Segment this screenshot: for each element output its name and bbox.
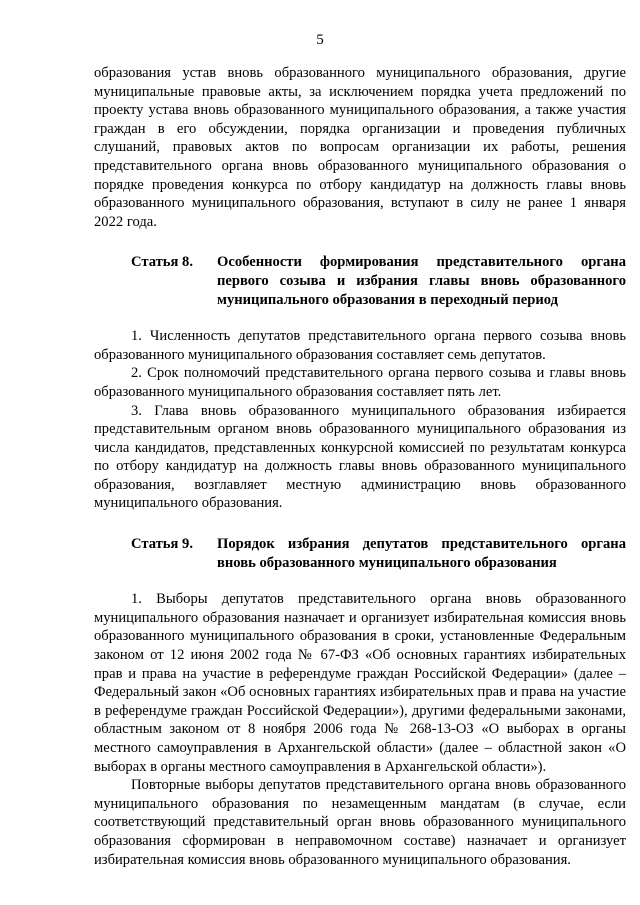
article-8-heading [94,253,626,309]
intro-paragraph: образования устав вновь образованного муниципального образования, другие муниципальные правовые акты, за исключением порядка учета предложений по проекту устава вновь образованного муниципального образования, а также участия граждан в его обсуждении, порядка организации и проведения публичных слушаний, правовых актов по вопросам организации их работы, решения представительного органа вновь образованного муниципального образования о порядке проведения конкурса по отбору кандидатур на должность главы вновь образованного муниципального образования, вступают в силу не ранее 1 января 2022 года. [94,65,626,230]
article-8-number: Статья 8. [131,254,193,271]
article-9-paragraph-1: 1. Выборы депутатов представительного органа вновь образованного муниципального образования назначает и организует избирательная комиссия вновь образованного муниципального образования в сроки, установленные Федеральным законом от 12 июня 2002 года № 67-ФЗ «Об основных гарантиях избирательных прав и права на участие в референдуме граждан Российской Федерации» (далее – Федеральный закон «Об основных гарантиях избирательных прав и права на участие в референдуме граждан Российской Федерации»), другими федеральными законами, областным законом от 8 ноября 2006 года № 268-13-ОЗ «О выборах в органы местного самоуправления в Архангельской области» (далее – областной закон «О выборах в органы местного самоуправления в Архангельской области»). [94,591,626,775]
article-8-title: Особенности формирования представительного органа первого созыва и избрания главы вновь образованного муниципального образования в переходный период [217,254,626,308]
article-8-paragraph-3: 3. Глава вновь образованного муниципального образования избирается представительным органом вновь образованного муниципального образования из числа кандидатов, представленных конкурсной комиссией по результатам конкурса по отбору кандидатур на должность главы вновь образованного муниципального образования, возглавляет местную администрацию вновь образованного муниципального образования. [94,402,626,512]
page-number: 5 [316,32,324,48]
article-8-paragraph-1: 1. Численность депутатов представительного органа первого созыва вновь образованного муниципального образования составляет семь депутатов. [94,328,626,363]
article-9-heading [94,535,626,572]
article-9-title: Порядок избрания депутатов представительного органа вновь образованного муниципального образования [217,536,626,571]
article-9-paragraph-2: Повторные выборы депутатов представительного органа вновь образованного муниципального образования по незамещенным мандатам (в случае, если соответствующий представительный орган вновь образованного муниципального образования сформирован в неправомочном составе) назначает и организует избирательная комиссия вновь образованного муниципального образования. [94,777,626,868]
document-body [94,64,626,869]
article-9-number: Статья 9. [131,536,193,553]
article-8-paragraph-2: 2. Срок полномочий представительного органа первого созыва и главы вновь образованного муниципального образования составляет пять лет. [94,365,626,400]
